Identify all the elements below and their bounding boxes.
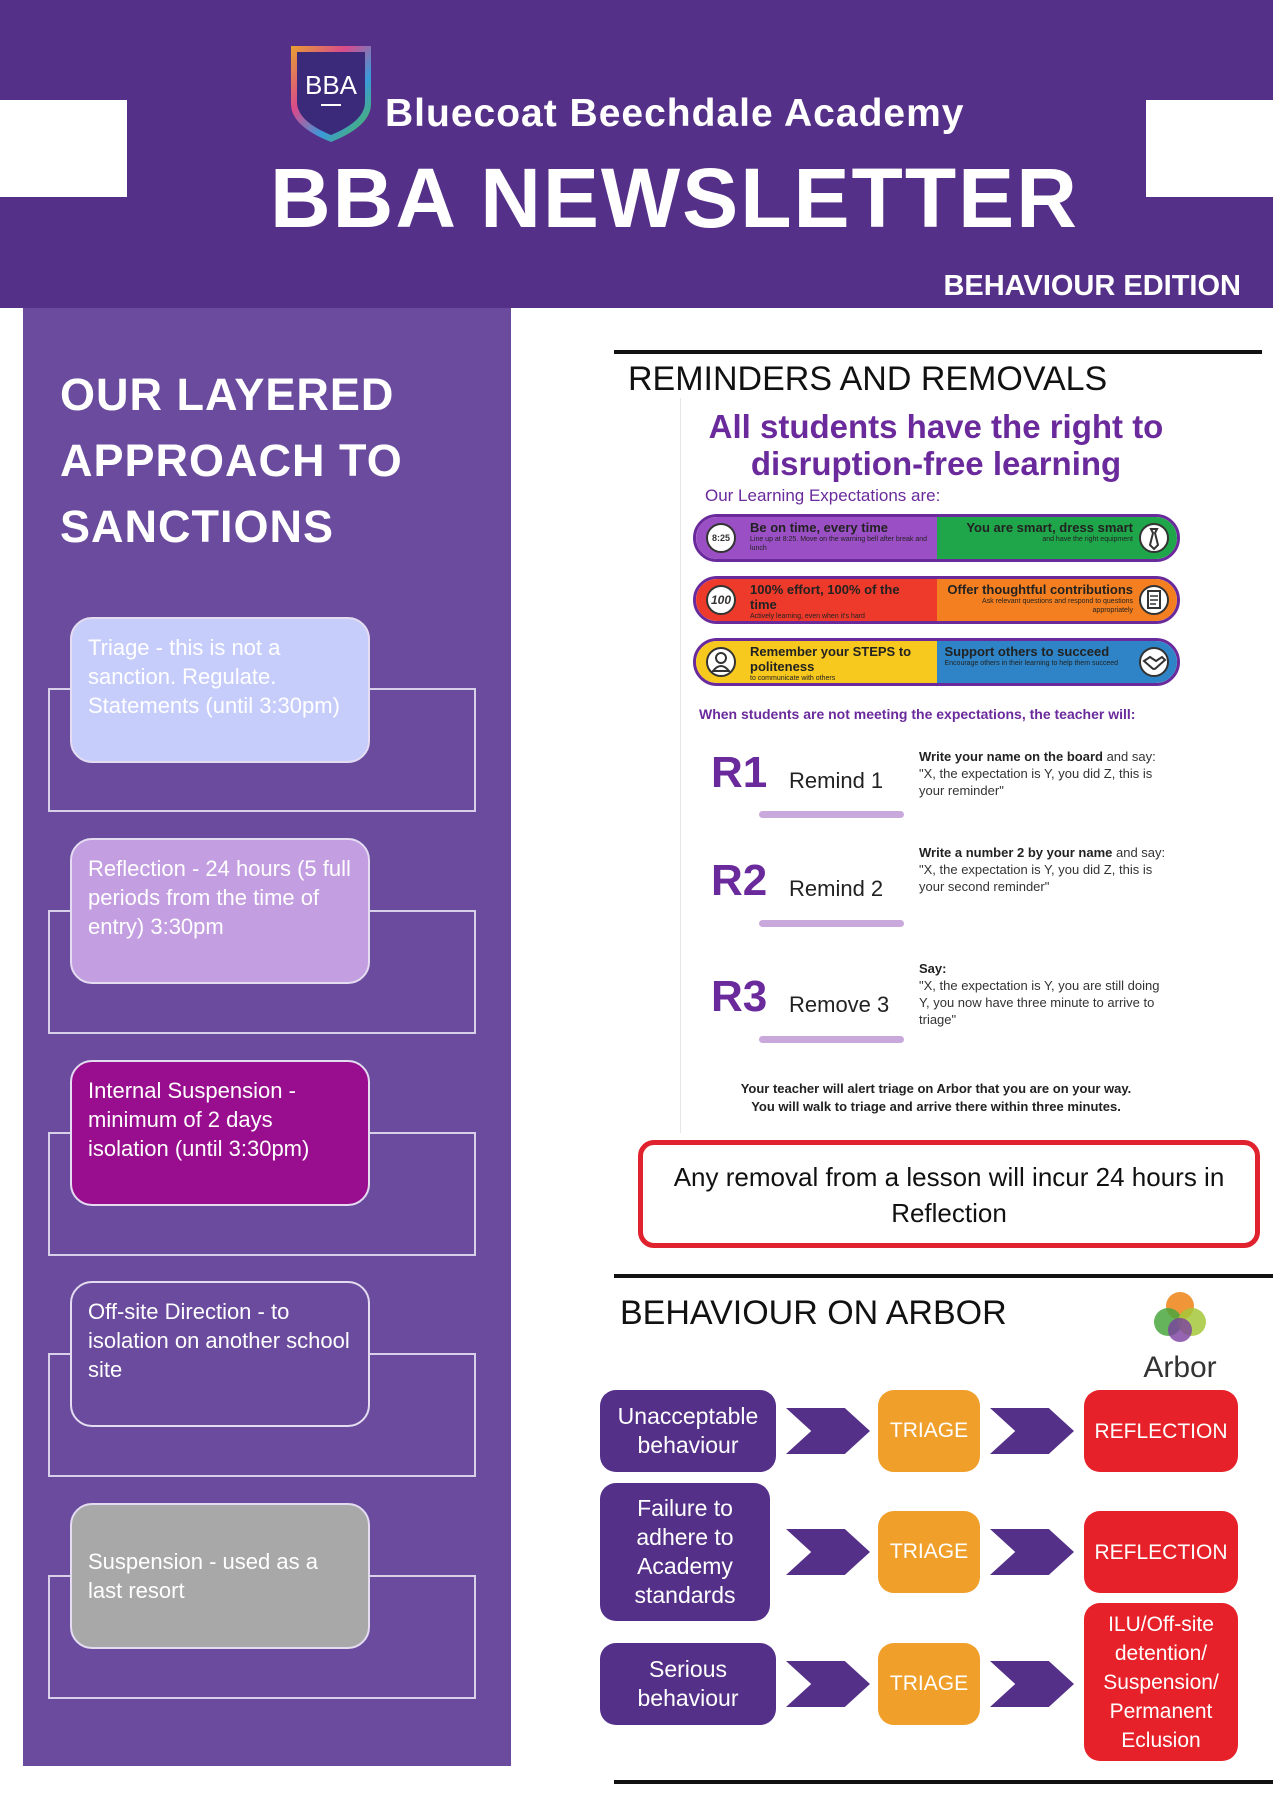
- step-underline: [759, 1036, 904, 1043]
- flow-arrow-icon: [786, 1529, 870, 1575]
- arbor-logo-text: Arbor: [1143, 1351, 1217, 1384]
- step-label: Remind 2: [789, 876, 884, 901]
- expectation-pill: [693, 576, 1180, 624]
- expectation-politeness: Remember your STEPS to politeness to communicate with others: [696, 641, 937, 683]
- sanctions-heading: OUR LAYERED APPROACH TO SANCTIONS: [60, 369, 403, 552]
- step-instruction: Say: "X, the expectation is Y, you are still doing Y, you now have three minute to arrive to triage": [919, 961, 1160, 1027]
- poster-heading: All students have the right to disruption-free learning: [708, 408, 1164, 482]
- removal-note: Any removal from a lesson will incur 24 hours in Reflection: [638, 1140, 1260, 1248]
- expectation-support: Support others to succeed Encourage others in their learning to help them succeed: [937, 641, 1178, 683]
- arbor-heading: BEHAVIOUR ON ARBOR: [620, 1294, 1007, 1332]
- arbor-leaves-icon: [1136, 1288, 1224, 1348]
- clock-icon: 8:25: [706, 523, 736, 553]
- poster-footer: Your teacher will alert triage on Arbor that you are on your way. You will walk to triage and arrive there within three minutes.: [740, 1081, 1132, 1114]
- expectation-uniform: You are smart, dress smart and have the right equipment: [937, 517, 1178, 559]
- academy-name: Bluecoat Beechdale Academy: [385, 92, 965, 135]
- flow-arrow-icon: [786, 1408, 870, 1454]
- flow-start: Unacceptable behaviour: [600, 1390, 776, 1472]
- flow-start: Serious behaviour: [600, 1643, 776, 1725]
- expectation-effort: 100% effort, 100% of the time Actively learning, even when it's hard: [696, 579, 937, 621]
- step-underline: [759, 811, 904, 818]
- stage-offsite-direction: [70, 1281, 370, 1427]
- newsletter-header: [0, 0, 1273, 308]
- flow-arrow-icon: [990, 1408, 1074, 1454]
- stage-text: Triage - this is not a sanction. Regulate. Statements (until 3:30pm): [88, 635, 340, 718]
- flow-start: Failure to adhere to Academy standards: [600, 1483, 770, 1621]
- stage-triage: [70, 617, 370, 763]
- stage-text: Suspension - used as a last resort: [88, 1549, 318, 1603]
- expectations-intro: Our Learning Expectations are:: [705, 486, 941, 505]
- reminders-heading: REMINDERS AND REMOVALS: [628, 360, 1108, 398]
- stage-text: Internal Suspension - minimum of 2 days isolation (until 3:30pm): [88, 1078, 310, 1161]
- flow-triage: TRIAGE: [878, 1390, 980, 1472]
- logo-text: BBA: [304, 70, 358, 100]
- flow-triage: TRIAGE: [878, 1643, 980, 1725]
- section-rule: [614, 1780, 1273, 1784]
- hundred-icon: 100: [706, 585, 736, 615]
- expectation-pill: [693, 514, 1180, 562]
- flow-arrow-icon: [990, 1529, 1074, 1575]
- step-code: R3: [711, 972, 768, 1021]
- arbor-flow-row: [600, 1390, 1240, 1472]
- flow-triage: TRIAGE: [878, 1511, 980, 1593]
- stage-text: Off-site Direction - to isolation on another school site: [88, 1299, 350, 1382]
- step-code: R2: [711, 856, 768, 905]
- document-icon: [1139, 585, 1169, 615]
- step-label: Remind 1: [789, 768, 884, 793]
- step-instruction: Write your name on the board and say: "X, the expectation is Y, you did Z, this is your reminder": [919, 749, 1156, 798]
- step-code: R1: [711, 748, 768, 797]
- flow-arrow-icon: [786, 1661, 870, 1707]
- flow-outcome: ILU/Off-site detention/ Suspension/ Permanent Eclusion: [1084, 1603, 1238, 1761]
- expectation-contributions: Offer thoughtful contributions Ask relevant questions and respond to questions appropriately: [937, 579, 1178, 621]
- header-right-tab: [1146, 100, 1273, 197]
- tie-icon: [1139, 523, 1169, 553]
- expectations-poster: [680, 398, 1190, 1133]
- stage-internal-suspension: [70, 1060, 370, 1206]
- flow-outcome: REFLECTION: [1084, 1390, 1238, 1472]
- header-left-tab: [0, 100, 127, 197]
- academy-logo: [287, 42, 375, 146]
- section-rule: [614, 350, 1262, 354]
- flow-outcome: REFLECTION: [1084, 1511, 1238, 1593]
- stage-suspension: [70, 1503, 370, 1649]
- newsletter-title: BBA NEWSLETTER: [270, 151, 1079, 245]
- edition-label: BEHAVIOUR EDITION: [943, 270, 1241, 302]
- flow-arrow-icon: [990, 1661, 1074, 1707]
- not-meeting-text: When students are not meeting the expectations, the teacher will:: [699, 706, 1136, 722]
- step-instruction: Write a number 2 by your name and say: "X, the expectation is Y, you did Z, this is your second reminder": [919, 845, 1166, 894]
- handshake-icon: [1139, 647, 1169, 677]
- expectation-pill: [693, 638, 1180, 686]
- expectation-punctuality: Be on time, every time Line up at 8:25. Move on the warning bell after break and lunch: [696, 517, 937, 559]
- arbor-flow-row: [600, 1603, 1240, 1761]
- person-icon: [706, 647, 736, 677]
- arbor-flow-row: [600, 1483, 1240, 1621]
- step-label: Remove 3: [789, 992, 890, 1017]
- stage-reflection: [70, 838, 370, 984]
- arbor-logo: [1136, 1288, 1224, 1386]
- step-underline: [759, 920, 904, 927]
- section-rule: [614, 1274, 1273, 1278]
- stage-text: Reflection - 24 hours (5 full periods from the time of entry) 3:30pm: [88, 856, 351, 939]
